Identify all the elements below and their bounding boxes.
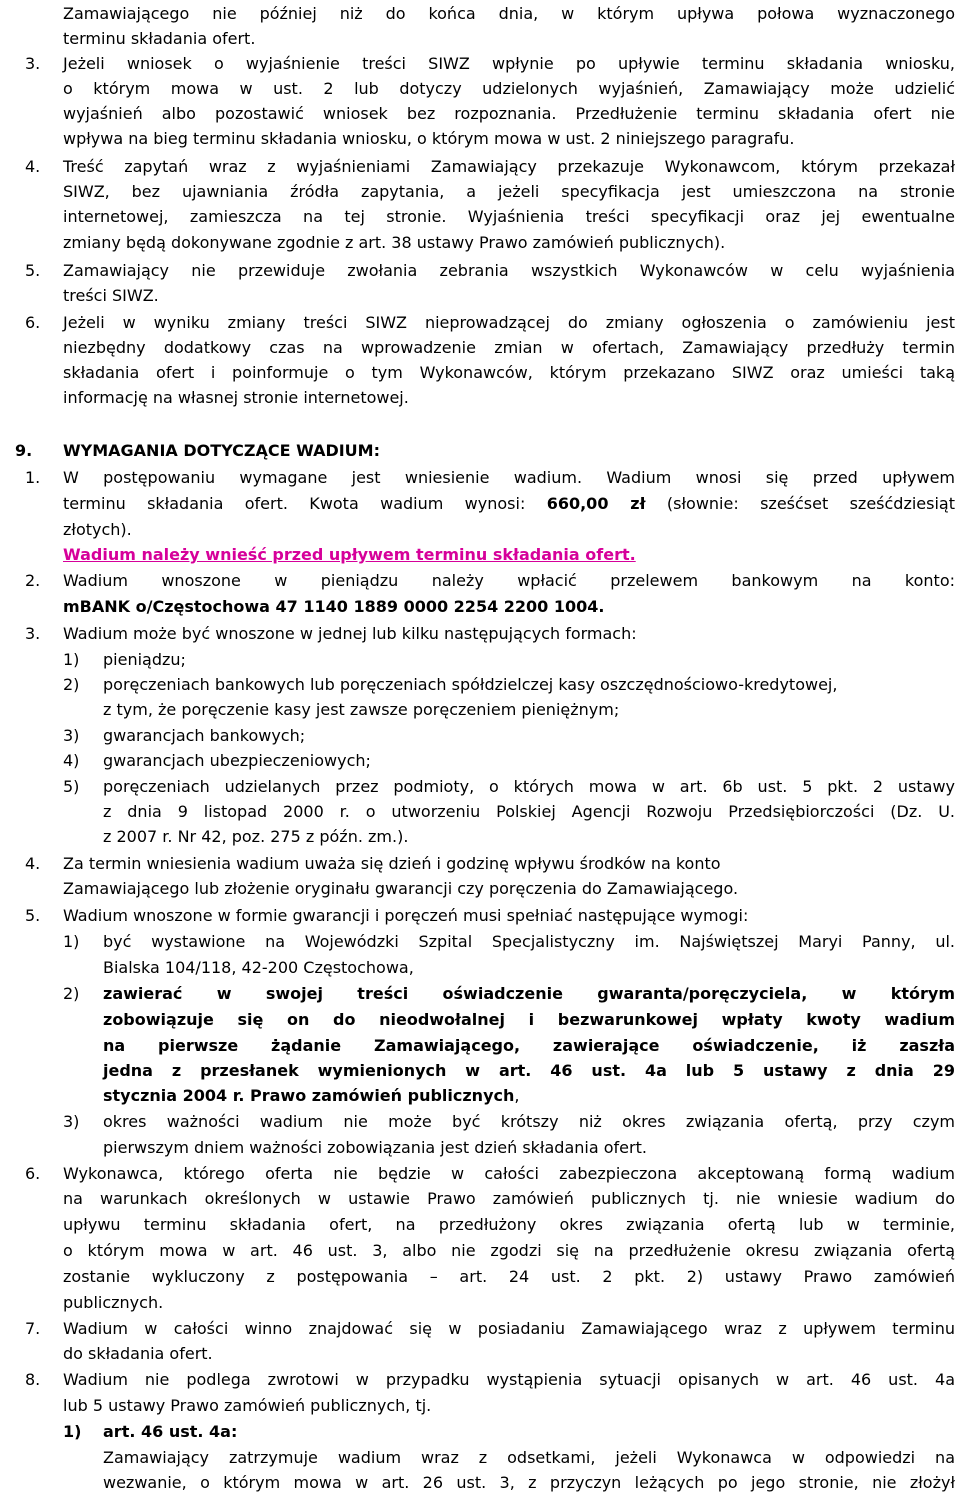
sublist-line: okres ważności wadium nie może być krótszy niż okres związania ofertą, przy czym [103,1112,955,1131]
paragraph-line: Treść zapytań wraz z wyjaśnieniami Zamawiający przekazuje Wykonawcom, którym przekazał [63,157,955,176]
sublist-number: 1) [63,932,80,951]
sublist-line: z dnia 9 listopad 2000 r. o utworzeniu Polskiej Agencji Rozwoju Przedsiębiorczości (Dz. U. [103,802,955,821]
sublist-line: poręczeniach udzielanych przez podmioty, o których mowa w art. 6b ust. 5 pkt. 2 ustawy [103,777,955,796]
paragraph-line: lub 5 ustawy Prawo zamówień publicznych, tj. [63,1396,432,1415]
paragraph-line: terminu składania ofert. [63,29,256,48]
sublist-number: 2) [63,984,80,1003]
sublist-line: na pierwsze żądanie Zamawiającego, zawierające oświadczenie, iż zaszła [103,1036,955,1055]
paragraph-line: Jeżeli w wyniku zmiany treści SIWZ nieprowadzącej do zmiany ogłoszenia o zamówieniu jest [63,313,955,332]
section-title: WYMAGANIA DOTYCZĄCE WADIUM: [63,441,380,460]
sublist-line: być wystawione na Wojewódzki Szpital Specjalistyczny im. Najświętszej Maryi Panny, ul. [103,932,955,951]
sublist-line: Zamawiający zatrzymuje wadium wraz z odsetkami, jeżeli Wykonawca w odpowiedzi na [103,1448,955,1467]
sublist-line: z tym, że poręczenie kasy jest zawsze poręczeniem pieniężnym; [103,700,620,719]
sublist-line: wezwanie, o którym mowa w art. 26 ust. 3, z przyczyn leżących po jego stronie, nie złożył [103,1473,955,1492]
paragraph-line: Jeżeli wniosek o wyjaśnienie treści SIWZ wpłynie po upływie terminu składania wniosku, [63,54,955,73]
list-number: 4. [25,157,41,176]
section-number: 9. [15,441,33,460]
paragraph-line: Zamawiającego nie później niż do końca dnia, w którym upływa połowa wyznaczonego [63,4,955,23]
sublist-number: 3) [63,1112,80,1131]
list-number: 2. [25,571,41,590]
paragraph-line: o którym mowa w art. 46 ust. 3, albo nie zgodzi się na przedłużenie okresu związania ofertą [63,1241,955,1260]
list-number: 3. [25,624,41,643]
list-number: 5. [25,261,41,280]
sublist-line: poręczeniach bankowych lub poręczeniach spółdzielczej kasy oszczędnościowo-kredytowej, [103,675,838,694]
paragraph-line: Wadium w całości winno znajdować się w posiadaniu Zamawiającego wraz z upływem terminu [63,1319,955,1338]
paragraph-line: Zamawiający nie przewiduje zwołania zebrania wszystkich Wykonawców w celu wyjaśnienia [63,261,955,280]
paragraph-line: Wykonawca, którego oferta nie będzie w całości zabezpieczona akceptowaną formą wadium [63,1164,955,1183]
list-number: 6. [25,313,41,332]
sublist-line: zawierać w swojej treści oświadczenie gwaranta/poręczyciela, w którym [103,984,955,1003]
sublist-line: Bialska 104/118, 42-200 Częstochowa, [103,958,414,977]
sublist-line [103,1084,519,1108]
paragraph-line: Wadium może być wnoszone w jednej lub kilku następujących formach: [63,624,637,643]
paragraph-line: Zamawiającego lub złożenie oryginału gwarancji czy poręczenia do Zamawiającego. [63,879,739,898]
sublist-number: 5) [63,777,80,796]
paragraph-line: zmiany będą dokonywane zgodnie z art. 38 ustawy Prawo zamówień publicznych). [63,233,726,252]
sublist-line: zobowiązuje się on do nieodwołalnej i bezwarunkowej wpłaty kwoty wadium [103,1010,955,1029]
paragraph-line: o którym mowa w ust. 2 lub dotyczy udzielonych wyjaśnień, Zamawiający może udzielić [63,79,955,98]
sublist-line: pierwszym dniem ważności zobowiązania jest dzień składania ofert. [103,1138,647,1157]
paragraph-line: wpływa na bieg terminu składania wniosku, o którym mowa w ust. 2 niniejszego paragrafu. [63,129,795,148]
list-number: 5. [25,906,41,925]
highlighted-notice: Wadium należy wnieść przed upływem terminu składania ofert. [63,545,636,564]
paragraph-line: do składania ofert. [63,1344,213,1363]
sublist-line: pieniądzu; [103,650,186,669]
sublist-number: 4) [63,751,80,770]
paragraph-line: złotych). [63,520,132,539]
paragraph-line: SIWZ, bez ujawniania źródła zapytania, a jeżeli specyfikacja jest umieszczona na stronie [63,182,955,201]
paragraph-line: Wadium nie podlega zwrotowi w przypadku wystąpienia sytuacji opisanych w art. 46 ust. 4a [63,1370,955,1389]
text-run: stycznia 2004 r. Prawo zamówień publicznych [103,1086,515,1105]
list-number: 7. [25,1319,41,1338]
paragraph-line: internetowej, zamieszcza na tej stronie. Wyjaśnienia treści specyfikacji oraz jej ewentualne [63,207,955,226]
sublist-line: gwarancjach ubezpieczeniowych; [103,751,371,770]
sublist-line: z 2007 r. Nr 42, poz. 275 z późn. zm.). [103,827,409,846]
text-run: , [514,1086,520,1105]
paragraph-line: składania ofert i poinformuje o tym Wykonawców, którym przekazano SIWZ oraz umieści taką [63,363,955,382]
text-run: (słownie: sześćset sześćdziesiąt [645,494,956,513]
text-run: terminu składania ofert. Kwota wadium wynosi: [63,494,547,513]
sublist-number: 1) [63,1422,82,1441]
sublist-line: gwarancjach bankowych; [103,726,306,745]
sublist-number: 1) [63,650,80,669]
paragraph-line: treści SIWZ. [63,286,159,305]
list-number: 3. [25,54,41,73]
paragraph-line [63,492,955,516]
bank-account: mBANK o/Częstochowa 47 1140 1889 0000 2254 2200 1004. [63,597,605,616]
wadium-amount: 660,00 zł [546,494,646,513]
list-number: 6. [25,1164,41,1183]
paragraph-line: niezbędny dodatkowy czas na wprowadzenie zmian w ofertach, Zamawiający przedłuży termin [63,338,955,357]
sublist-line: jedna z przesłanek wymienionych w art. 46 ust. 4a lub 5 ustawy z dnia 29 [103,1061,955,1080]
paragraph-line: Za termin wniesienia wadium uważa się dzień i godzinę wpływu środków na konto [63,854,721,873]
paragraph-line: upływu terminu składania ofert, na przedłużony okres związania ofertą lub w terminie, [63,1215,955,1234]
paragraph-line: publicznych. [63,1293,164,1312]
paragraph-line: na warunkach określonych w ustawie Prawo zamówień publicznych tj. nie wniesie wadium do [63,1189,955,1208]
paragraph-line: Wadium wnoszone w pieniądzu należy wpłacić przelewem bankowym na konto: [63,571,955,590]
sublist-number: 3) [63,726,80,745]
list-number: 1. [25,468,41,487]
paragraph-line: W postępowaniu wymagane jest wniesienie wadium. Wadium wnosi się przed upływem [63,468,955,487]
sublist-title: art. 46 ust. 4a: [103,1422,238,1441]
paragraph-line: zostanie wykluczony z postępowania – art. 24 ust. 2 pkt. 2) ustawy Prawo zamówień [63,1267,955,1286]
list-number: 8. [25,1370,41,1389]
paragraph-line: informację na własnej stronie internetowej. [63,388,409,407]
paragraph-line: Wadium wnoszone w formie gwarancji i poręczeń musi spełniać następujące wymogi: [63,906,749,925]
paragraph-line: wyjaśnień albo pozostawić wniosek bez rozpoznania. Przedłużenie terminu składania ofert nie [63,104,955,123]
list-number: 4. [25,854,41,873]
sublist-number: 2) [63,675,80,694]
